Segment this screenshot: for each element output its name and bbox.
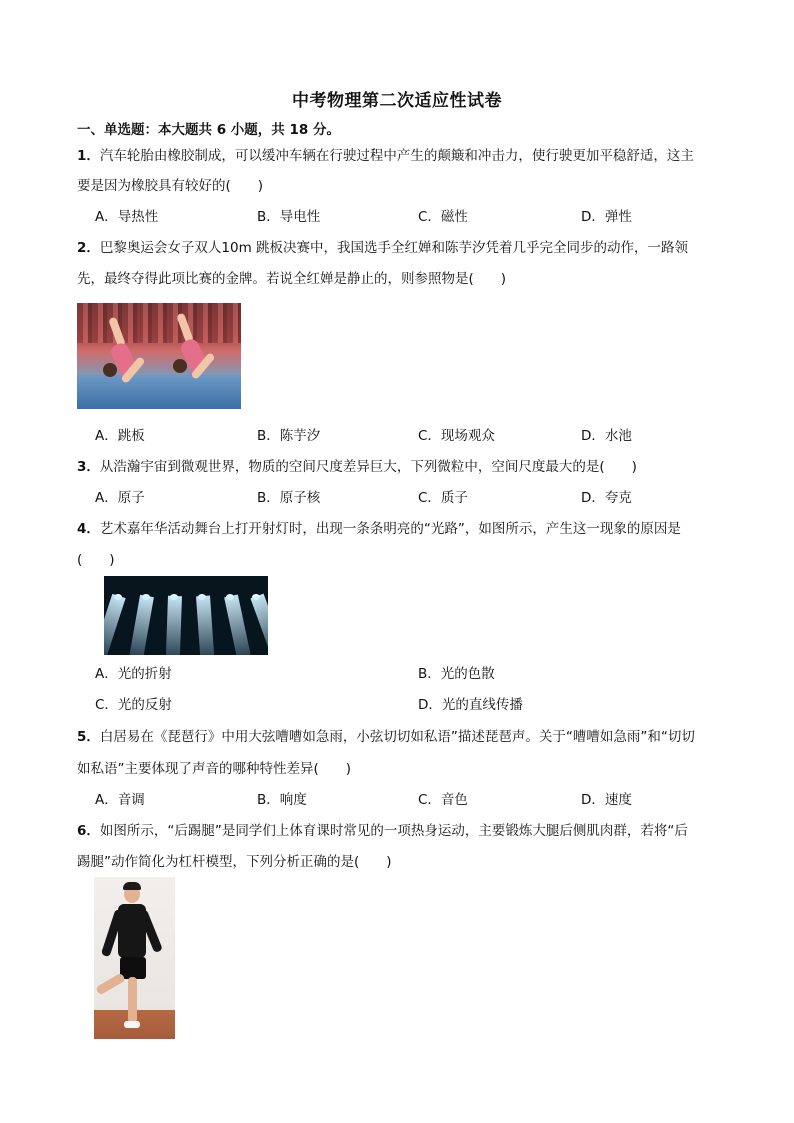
question-6-line-2: 踢腿”动作简化为杠杆模型，下列分析正确的是( ) [77, 854, 392, 870]
question-2-line-1 [77, 238, 745, 258]
question-2-number: 2． [77, 240, 100, 256]
q4-option-a[interactable]: A．光的折射 [95, 666, 172, 682]
question-4-text: 艺术嘉年华活动舞台上打开射灯时，出现一条条明亮的“光路”，如图所示，产生这一现象的原因是 [99, 521, 681, 537]
question-4-number: 4． [77, 521, 100, 537]
question-6-line-1 [77, 821, 745, 841]
crowd-background [77, 303, 241, 343]
question-6-text: 如图所示，“后踢腿”是同学们上体育课时常见的一项热身运动，主要锻炼大腿后侧肌肉群，若将“后 [99, 823, 688, 839]
question-5-number: 5． [77, 729, 100, 745]
pool-water [77, 375, 241, 409]
stage-lights-photo [104, 576, 268, 655]
question-4-line-2: ( ) [77, 552, 115, 568]
question-1-text: 汽车轮胎由橡胶制成，可以缓冲车辆在行驶过程中产生的颠簸和冲击力，使行驶更加平稳舒适，这主 [99, 148, 694, 164]
q3-option-a[interactable]: A．原子 [95, 490, 145, 506]
q3-option-d[interactable]: D．夸克 [581, 490, 632, 506]
q3-option-c[interactable]: C．质子 [418, 490, 468, 506]
question-3-text: 从浩瀚宇宙到微观世界，物质的空间尺度差异巨大，下列微粒中，空间尺度最大的是( ) [99, 459, 637, 475]
question-2-text: 巴黎奥运会女子双人10m 跳板决赛中，我国选手全红婵和陈芋汐凭着几乎完全同步的动作，一路领 [99, 240, 689, 256]
section-heading: 一、单选题：本大题共 6 小题，共 18 分。 [77, 122, 340, 138]
q4-option-c[interactable]: C．光的反射 [95, 697, 172, 713]
q1-option-b[interactable]: B．导电性 [257, 209, 321, 225]
q5-option-b[interactable]: B．响度 [257, 792, 307, 808]
question-1-line-1 [77, 146, 745, 166]
q2-option-b[interactable]: B．陈芋汐 [257, 428, 321, 444]
q5-option-c[interactable]: C．音色 [418, 792, 468, 808]
q3-option-b[interactable]: B．原子核 [257, 490, 321, 506]
q2-option-a[interactable]: A．跳板 [95, 428, 145, 444]
q2-option-c[interactable]: C．现场观众 [418, 428, 495, 444]
question-1-number: 1． [77, 148, 100, 164]
page-title: 中考物理第二次适应性试卷 [292, 91, 502, 111]
q1-option-a[interactable]: A．导热性 [95, 209, 159, 225]
question-5-text: 白居易在《琵琶行》中用大弦嘈嘈如急雨，小弦切切如私语”描述琵琶声。关于“嘈嘈如急雨”和“切切 [99, 729, 695, 745]
back-kick-photo [94, 877, 175, 1039]
q4-option-d[interactable]: D．光的直线传播 [418, 697, 523, 713]
q1-option-c[interactable]: C．磁性 [418, 209, 468, 225]
question-5-line-2: 如私语”主要体现了声音的哪种特性差异( ) [77, 761, 352, 777]
q5-option-a[interactable]: A．音调 [95, 792, 145, 808]
diving-photo [77, 303, 241, 409]
question-2-line-2: 先，最终夺得此项比赛的金牌。若说全红婵是静止的，则参照物是( ) [77, 271, 507, 287]
question-6-number: 6． [77, 823, 100, 839]
question-3-line-1 [77, 457, 745, 477]
question-4-line-1 [77, 519, 745, 539]
question-1-line-2: 要是因为橡胶具有较好的( ) [77, 178, 264, 194]
q5-option-d[interactable]: D．速度 [581, 792, 632, 808]
q4-option-b[interactable]: B．光的色散 [418, 666, 495, 682]
question-5-line-1 [77, 727, 745, 747]
q2-option-d[interactable]: D．水池 [581, 428, 632, 444]
question-3-number: 3． [77, 459, 100, 475]
q1-option-d[interactable]: D．弹性 [581, 209, 632, 225]
